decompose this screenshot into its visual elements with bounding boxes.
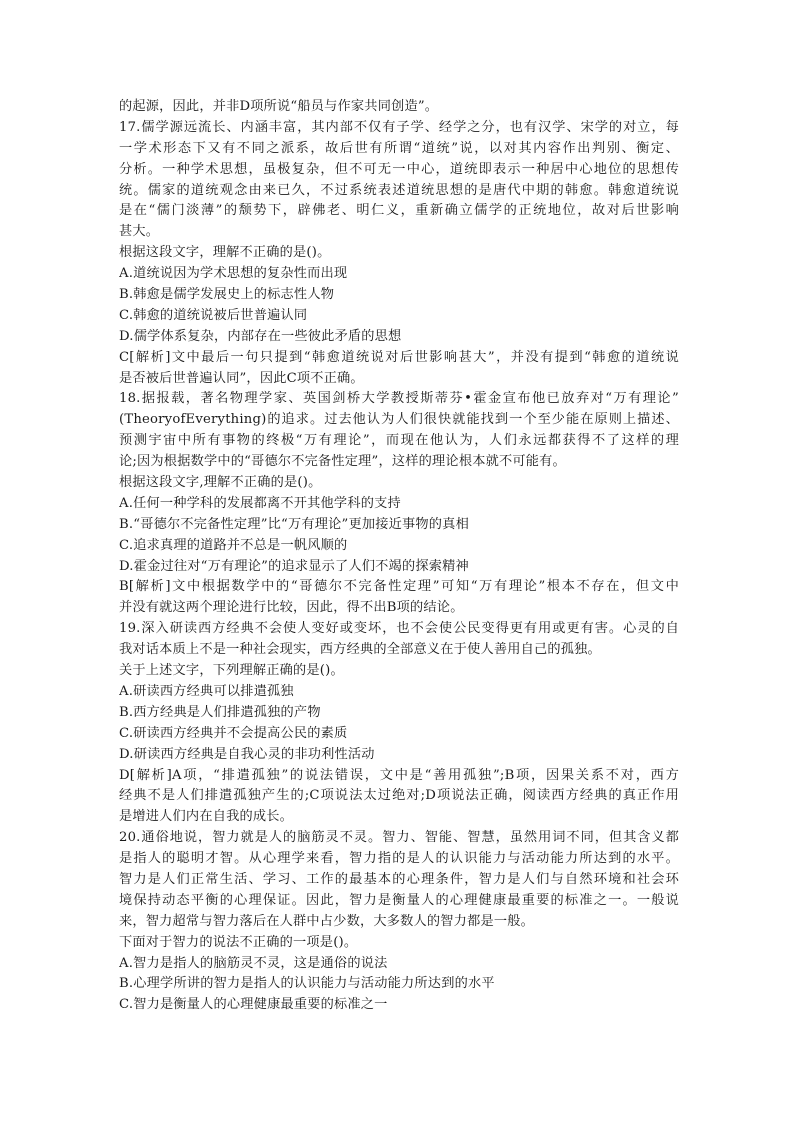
text-line: 我对话本质上不是一种社会现实，西方经典的全部意义在于使人善用自己的孤独。 — [119, 642, 601, 658]
text-line: 20.通俗地说，智力就是人的脑筋灵不灵。智力、智能、智慧，虽然用词不同，但其含义都 — [119, 830, 679, 846]
text-line: B.心理学所讲的智力是指人的认识能力与活动能力所达到的水平 — [119, 976, 495, 992]
text-line: C[解析]文中最后一句只提到“韩愈道统说对后世影响甚大”，并没有提到“韩愈的道统说 — [119, 349, 679, 365]
text-line: 智力是人们正常生活、学习、工作的最基本的心理条件，智力是人们与自然环境和社会环 — [119, 871, 679, 887]
text-line: 预测宇宙中所有事物的终极“万有理论”，而现在他认为，人们永远都获得不了这样的理 — [119, 433, 679, 449]
text-line: 下面对于智力的说法不正确的一项是()。 — [119, 934, 358, 950]
text-line: D.研读西方经典是自我心灵的非功利性活动 — [119, 746, 375, 762]
text-line: 经典不是人们排遣孤独产生的;C项说法太过绝对;D项说法正确，阅读西方经典的真正作用 — [119, 788, 679, 804]
text-line: 甚大。 — [119, 224, 160, 240]
text-line: 关于上述文字，下列理解正确的是()。 — [119, 663, 344, 679]
text-line: 来，智力超常与智力落后在人群中占少数，大多数人的智力都是一般。 — [119, 913, 535, 929]
text-line: 是指人的聪明才智。从心理学来看，智力指的是人的认识能力与活动能力所达到的水平。 — [119, 851, 679, 867]
text-line: D[解析]A项，“排遣孤独”的说法错误，文中是“善用孤独”;B项，因果关系不对，西方 — [119, 767, 679, 783]
document-page — [119, 97, 679, 1016]
text-line: D.儒学体系复杂，内部存在一些彼此矛盾的思想 — [119, 328, 402, 344]
text-line: A.智力是指人的脑筋灵不灵，这是通俗的说法 — [119, 955, 388, 971]
text-line: B.西方经典是人们排遣孤独的产物 — [119, 704, 321, 720]
text-line: C.韩愈的道统说被后世普遍认同 — [119, 307, 308, 323]
text-line: 的起源，因此，并非D项所说“船员与作家共同创造”。 — [119, 99, 439, 114]
text-line: C.追求真理的道路并不总是一帆风顺的 — [119, 537, 348, 553]
text-line: B.韩愈是儒学发展史上的标志性人物 — [119, 287, 335, 303]
text-line: C.智力是衡量人的心理健康最重要的标准之一 — [119, 997, 388, 1013]
text-line: 是在“儒门淡薄”的颓势下，辟佛老、明仁义，重新确立儒学的正统地位，故对后世影响 — [119, 203, 679, 219]
text-line: A.研读西方经典可以排遣孤独 — [119, 683, 294, 699]
text-line: B[解析]文中根据数学中的“哥德尔不完备性定理”可知“万有理论”根本不存在，但文中 — [119, 579, 679, 595]
text-line: 是增进人们内在自我的成长。 — [119, 809, 294, 825]
text-line: C.研读西方经典并不会提高公民的素质 — [119, 725, 348, 741]
text-line: 根据这段文字,理解不正确的是()。 — [119, 475, 322, 491]
text-line: 是否被后世普遍认同”，因此C项不正确。 — [119, 370, 364, 386]
text-line: 一学术形态下又有不同之派系，故后世有所谓“道统”说，以对其内容作出判别、衡定、 — [119, 140, 679, 156]
text-line: 分析。一种学术思想，虽极复杂，但不可无一中心，道统即表示一种居中心地位的思想传 — [119, 161, 679, 177]
text-line: A.道统说因为学术思想的复杂性而出现 — [119, 266, 348, 282]
text-line: 论;因为根据数学中的“哥德尔不完备性定理”，这样的理论根本就不可能有。 — [119, 454, 566, 470]
text-line: 统。儒家的道统观念由来已久，不过系统表述道统思想的是唐代中期的韩愈。韩愈道统说 — [119, 182, 679, 198]
text-line: 19.深入研读西方经典不会使人变好或变坏，也不会使公民变得更有用或更有害。心灵的自 — [119, 621, 679, 637]
text-line: 18.据报载，著名物理学家、英国剑桥大学教授斯蒂芬•霍金宣布他已放弃对“万有理论” — [119, 391, 679, 407]
text-line: D.霍金过往对“万有理论”的追求显示了人们不竭的探索精神 — [119, 558, 469, 574]
text-line: 境保持动态平衡的心理保证。因此，智力是衡量人的心理健康最重要的标准之一。一般说 — [119, 892, 679, 908]
text-line: B.“哥德尔不完备性定理”比“万有理论”更加接近事物的真相 — [119, 516, 469, 532]
text-line: 根据这段文字，理解不正确的是()。 — [119, 245, 331, 261]
text-line: A.任何一种学科的发展都离不开其他学科的支持 — [119, 495, 401, 511]
text-line: (TheoryofEverything)的追求。过去他认为人们很快就能找到一个至少能在原则上描述、 — [119, 412, 679, 428]
text-line: 17.儒学源远流长、内涵丰富，其内部不仅有子学、经学之分，也有汉学、宋学的对立，每 — [119, 119, 679, 135]
text-line: 并没有就这两个理论进行比较，因此，得不出B项的结论。 — [119, 600, 464, 616]
